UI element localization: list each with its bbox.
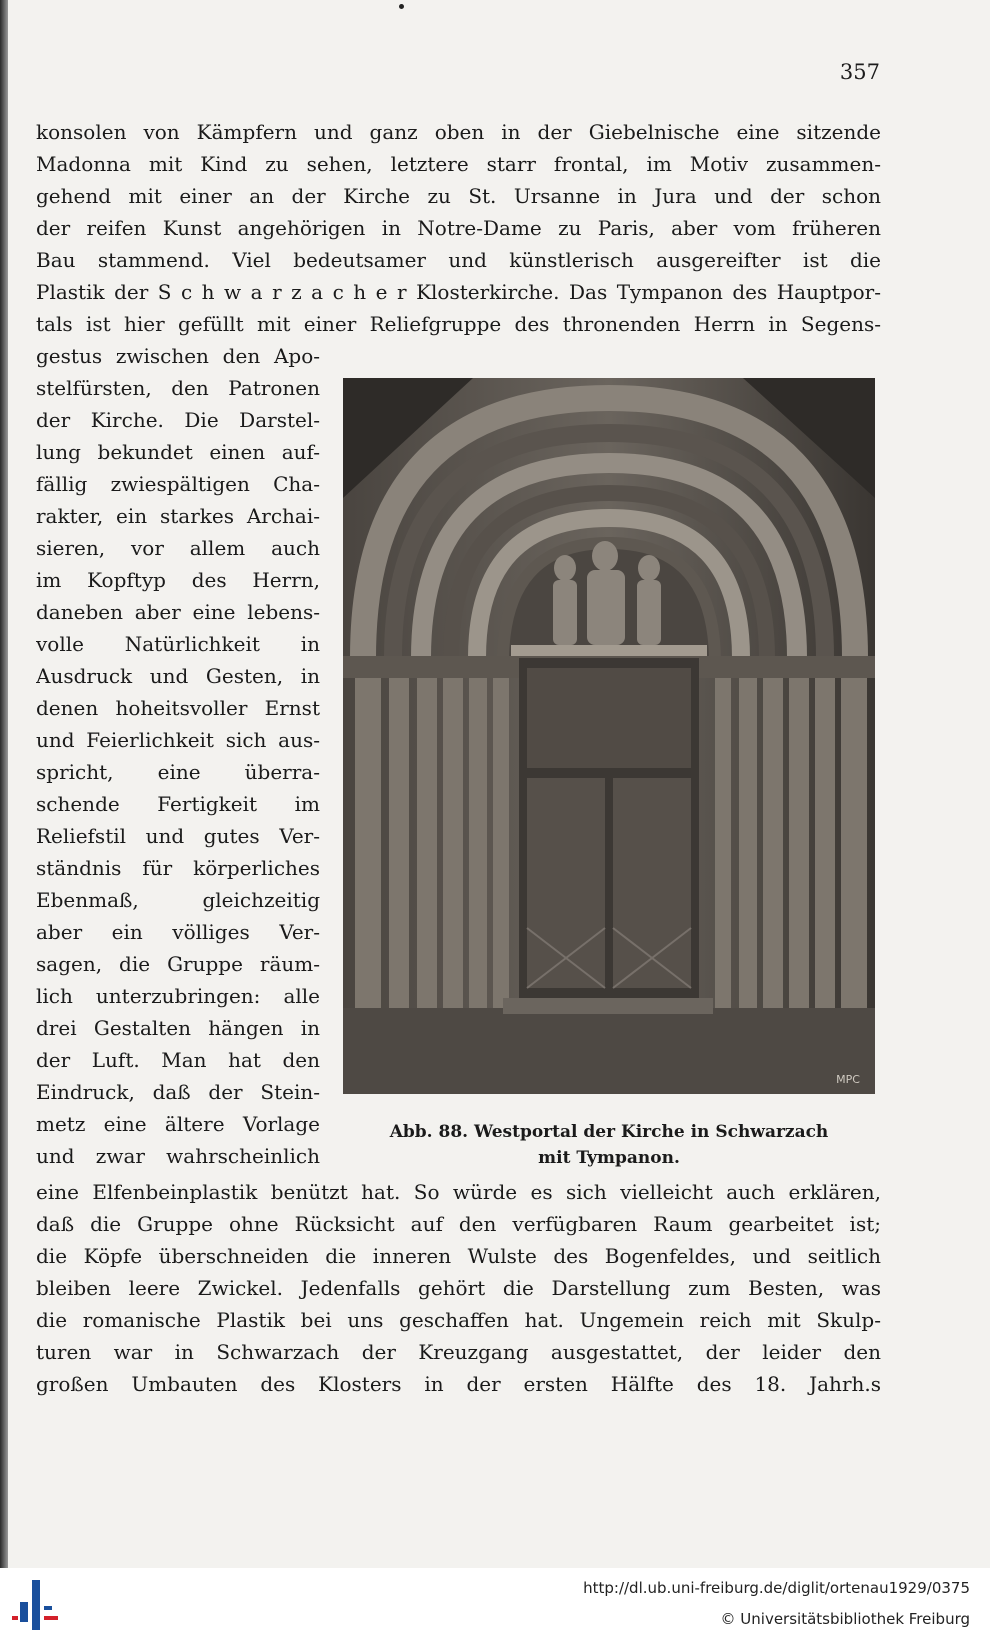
text-line: konsolen von Kämpfern und ganz oben in der Giebelnische eine sitzende [36,120,881,144]
text-line: Madonna mit Kind zu sehen, letztere starr frontal, im Motiv zusammen- [36,152,881,176]
text-line: fällig zwiespältigen Cha- [36,472,320,496]
portal-photograph [343,378,875,1094]
text-line: Eindruck, daß der Stein- [36,1080,320,1104]
text-line: im Kopftyp des Herrn, [36,568,320,592]
photo-mark: MPC [836,1073,860,1086]
text-line: tals ist hier gefüllt mit einer Reliefgruppe des thronenden Herrn in Segens- [36,312,881,336]
scan-speck [399,4,404,9]
text-line: volle Natürlichkeit in [36,632,320,656]
text-line: daß die Gruppe ohne Rücksicht auf den verfügbaren Raum gearbeitet ist; [36,1212,881,1236]
text-line: gehend mit einer an der Kirche zu St. Ursanne in Jura und der schon [36,184,881,208]
text-line: gestus zwischen den Apo- [36,344,320,368]
text-line: Ausdruck und Gesten, in [36,664,320,688]
text-line: turen war in Schwarzach der Kreuzgang ausgestattet, der leider den [36,1340,881,1364]
text-line: der reifen Kunst angehörigen in Notre-Dame zu Paris, aber vom früheren [36,216,881,240]
text-line: sieren, vor allem auch [36,536,320,560]
text-line: lung bekundet einen auf- [36,440,320,464]
text-line: ständnis für körperliches [36,856,320,880]
text-line: Plastik der S c h w a r z a c h e r Klosterkirche. Das Tympanon des Hauptpor- [36,280,881,304]
text-line: denen hoheitsvoller Ernst [36,696,320,720]
text-line: spricht, eine überra- [36,760,320,784]
figure-caption-line-2: mit Tympanon. [538,1148,680,1168]
text-line: und Feierlichkeit sich aus- [36,728,320,752]
text-line: die romanische Plastik bei uns geschaffen hat. Ungemein reich mit Skulp- [36,1308,881,1332]
ub-freiburg-logo-icon [12,1580,62,1630]
viewer-footer [0,1568,990,1638]
text-line: lich unterzubringen: alle [36,984,320,1008]
text-line: rakter, ein starkes Archai- [36,504,320,528]
text-line: drei Gestalten hängen in [36,1016,320,1040]
text-line: die Köpfe überschneiden die inneren Wulste des Bogenfeldes, und seitlich [36,1244,881,1268]
text-line: schende Fertigkeit im [36,792,320,816]
text-line: daneben aber eine lebens- [36,600,320,624]
copyright-notice: © Universitätsbibliothek Freiburg [720,1610,970,1628]
page-number: 357 [839,60,880,84]
text-line: stelfürsten, den Patronen [36,376,320,400]
document-url[interactable]: http://dl.ub.uni-freiburg.de/diglit/ortenau1929/0375 [583,1579,970,1597]
text-line: und zwar wahrscheinlich [36,1144,320,1168]
text-line: Ebenmaß, gleichzeitig [36,888,320,912]
text-line: eine Elfenbeinplastik benützt hat. So würde es sich vielleicht auch erklären, [36,1180,881,1204]
text-line: bleiben leere Zwickel. Jedenfalls gehört die Darstellung zum Besten, was [36,1276,881,1300]
scan-edge-shadow [0,0,8,1568]
text-line: großen Umbauten des Klosters in der ersten Hälfte des 18. Jahrh.s [36,1372,881,1396]
figure-caption-line-1: Abb. 88. Westportal der Kirche in Schwarzach [389,1122,829,1142]
portal-photo-image [343,378,875,1094]
text-line: sagen, die Gruppe räum- [36,952,320,976]
text-line: der Luft. Man hat den [36,1048,320,1072]
text-line: Bau stammend. Viel bedeutsamer und künstlerisch ausgereifter ist die [36,248,881,272]
text-line: aber ein völliges Ver- [36,920,320,944]
text-line: metz eine ältere Vorlage [36,1112,320,1136]
text-line: Reliefstil und gutes Ver- [36,824,320,848]
text-line: der Kirche. Die Darstel- [36,408,320,432]
